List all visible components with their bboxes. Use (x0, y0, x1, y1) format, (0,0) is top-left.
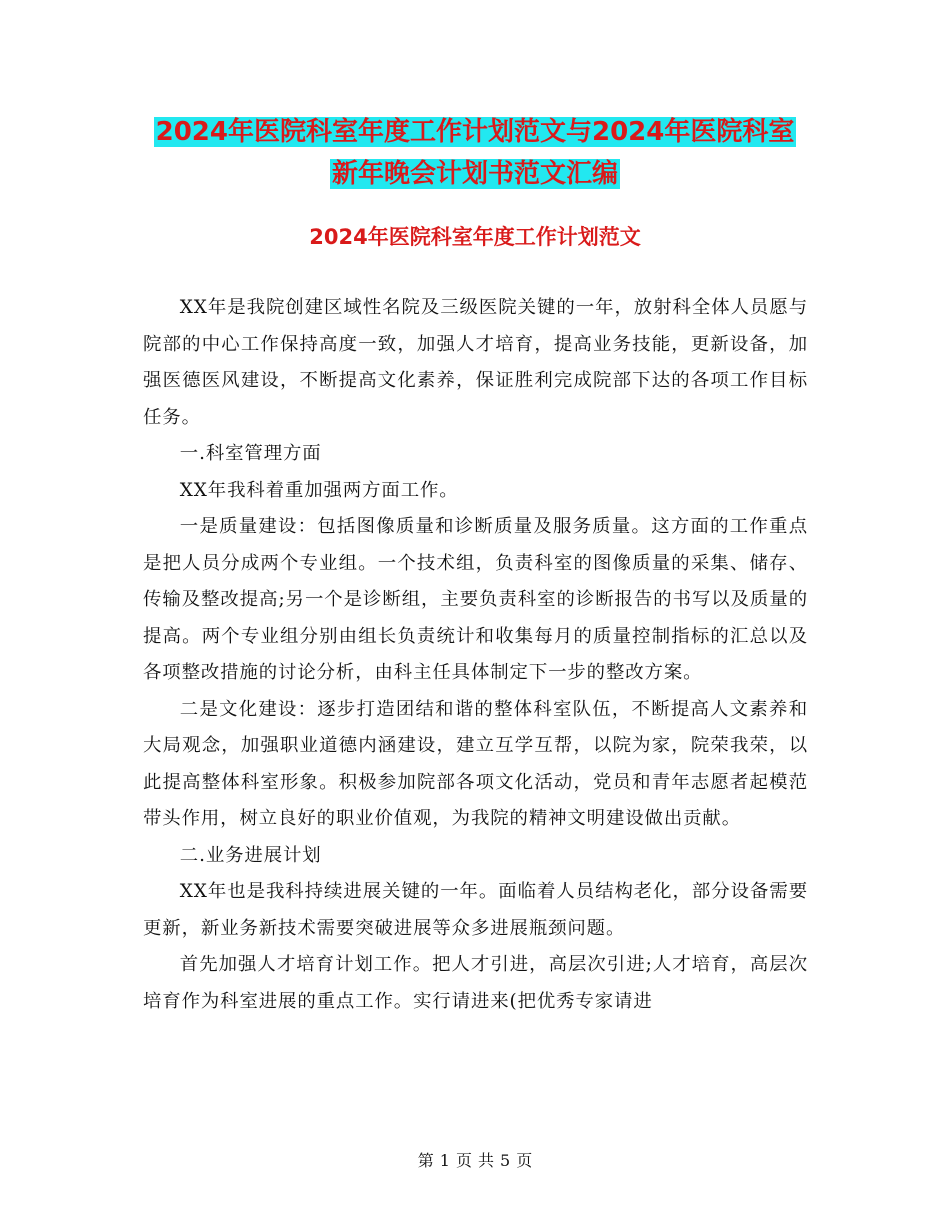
footer-page-unit: 页 (455, 1151, 472, 1170)
page-footer (0, 1150, 950, 1172)
document-title-line-1 (0, 112, 950, 152)
body-text (143, 290, 808, 1020)
paragraph: XX年我科着重加强两方面工作。 (179, 479, 459, 501)
footer-total-label: 共 (478, 1151, 495, 1170)
document-title-line-2 (0, 154, 950, 194)
section-title: 2024年医院科室年度工作计划范文 (309, 225, 641, 249)
footer-current-page: 1 (439, 1151, 450, 1170)
paragraph: XX年也是我科持续进展关键的一年。面临着人员结构老化，部分设备需要更新，新业务新技术需要突破进展等众多进展瓶颈问题。 (143, 881, 808, 939)
paragraph: XX年是我院创建区域性名院及三级医院关键的一年，放射科全体人员愿与院部的中心工作保持高度一致，加强人才培育，提高业务技能，更新设备，加强医德医风建设，不断提高文化素养，保证胜利完成院部下达的各项工作目标任务。 (143, 297, 808, 428)
document-title-text-1: 2024年医院科室年度工作计划范文与2024年医院科室 (155, 117, 795, 147)
document-title-text-2: 新年晚会计划书范文汇编 (331, 159, 618, 189)
paragraph: 二是文化建设：逐步打造团结和谐的整体科室队伍，不断提高人文素养和大局观念，加强职业道德内涵建设，建立互学互帮，以院为家，院荣我荣，以此提高整体科室形象。积极参加院部各项文化活动，党员和青年志愿者起模范带头作用，树立良好的职业价值观，为我院的精神文明建设做出贡献。 (143, 698, 808, 829)
paragraph: 一是质量建设：包括图像质量和诊断质量及服务质量。这方面的工作重点是把人员分成两个专业组。一个技术组，负责科室的图像质量的采集、储存、传输及整改提高;另一个是诊断组，主要负责科室的诊断报告的书写以及质量的提高。两个专业组分别由组长负责统计和收集每月的质量控制指标的汇总以及各项整改措施的讨论分析，由科主任具体制定下一步的整改方案。 (143, 516, 808, 683)
paragraph: 首先加强人才培育计划工作。把人才引进，高层次引进;人才培育，高层次培育作为科室进展的重点工作。实行请进来(把优秀专家请进 (143, 954, 808, 1012)
heading-paragraph: 二.业务进展计划 (179, 844, 322, 866)
heading-paragraph: 一.科室管理方面 (179, 443, 322, 464)
footer-total-pages: 5 (500, 1151, 511, 1170)
footer-total-unit: 页 (516, 1151, 533, 1170)
footer-page-label: 第 (417, 1151, 434, 1170)
